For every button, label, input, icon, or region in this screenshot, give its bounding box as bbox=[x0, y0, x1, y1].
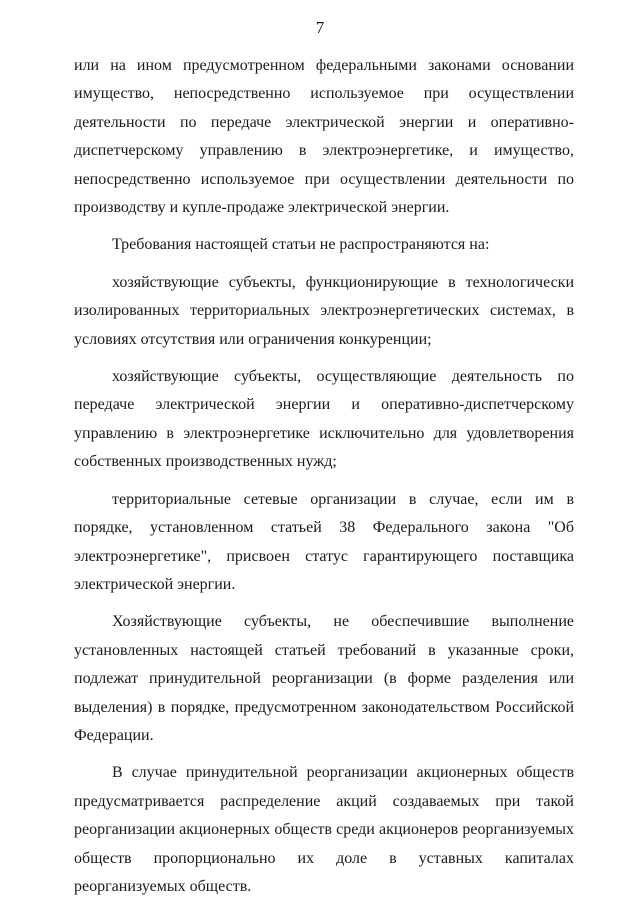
paragraph-exception-isolated-systems: хозяйствующие субъекты, функционирующие в технологически изолированных территориальных электроэнергетических системах, в условиях отсутствия или ограничения конкуренции; bbox=[74, 273, 574, 348]
paragraph-exception-network-organizations: территориальные сетевые организации в случае, если им в порядке, установленном статьей 38 Федерального закона "Об электроэнергетике", присвоен статус гарантирующего поставщика электрической энергии. bbox=[74, 490, 574, 593]
paragraph-exception-own-needs: хозяйствующие субъекты, осуществляющие деятельность по передаче электрической энергии и оперативно-диспетчерскому управлению в электроэнергетике исключительно для удовлетворения собственных производственных нужд; bbox=[74, 368, 574, 471]
page-number: 7 bbox=[315, 18, 325, 37]
paragraph-exceptions-intro: Требования настоящей статьи не распространяются на: bbox=[112, 236, 490, 254]
paragraph-continuation: или на ином предусмотренном федеральными законами основании имущество, непосредственно используемое при осуществлении деятельности по передаче электрической энергии и оперативно-диспетчерскому управлению в электроэнергетике, и имущество, непосредственно используемое при осуществлении деятельности по производству и купле-продаже электрической энергии. bbox=[74, 57, 574, 217]
document-body bbox=[74, 52, 574, 910]
paragraph-forced-reorganization: Хозяйствующие субъекты, не обеспечившие выполнение установленных настоящей статьей требований в указанные сроки, подлежат принудительной реорганизации (в форме разделения или выделения) в порядке, предусмотренном законодательством Российской Федерации. bbox=[74, 613, 574, 744]
paragraph-share-distribution: В случае принудительной реорганизации акционерных обществ предусматривается распределение акций создаваемых при такой реорганизации акционерных обществ среди акционеров реорганизуемых обществ пропорционально их доле в уставных капиталах реорганизуемых обществ. bbox=[74, 764, 574, 895]
